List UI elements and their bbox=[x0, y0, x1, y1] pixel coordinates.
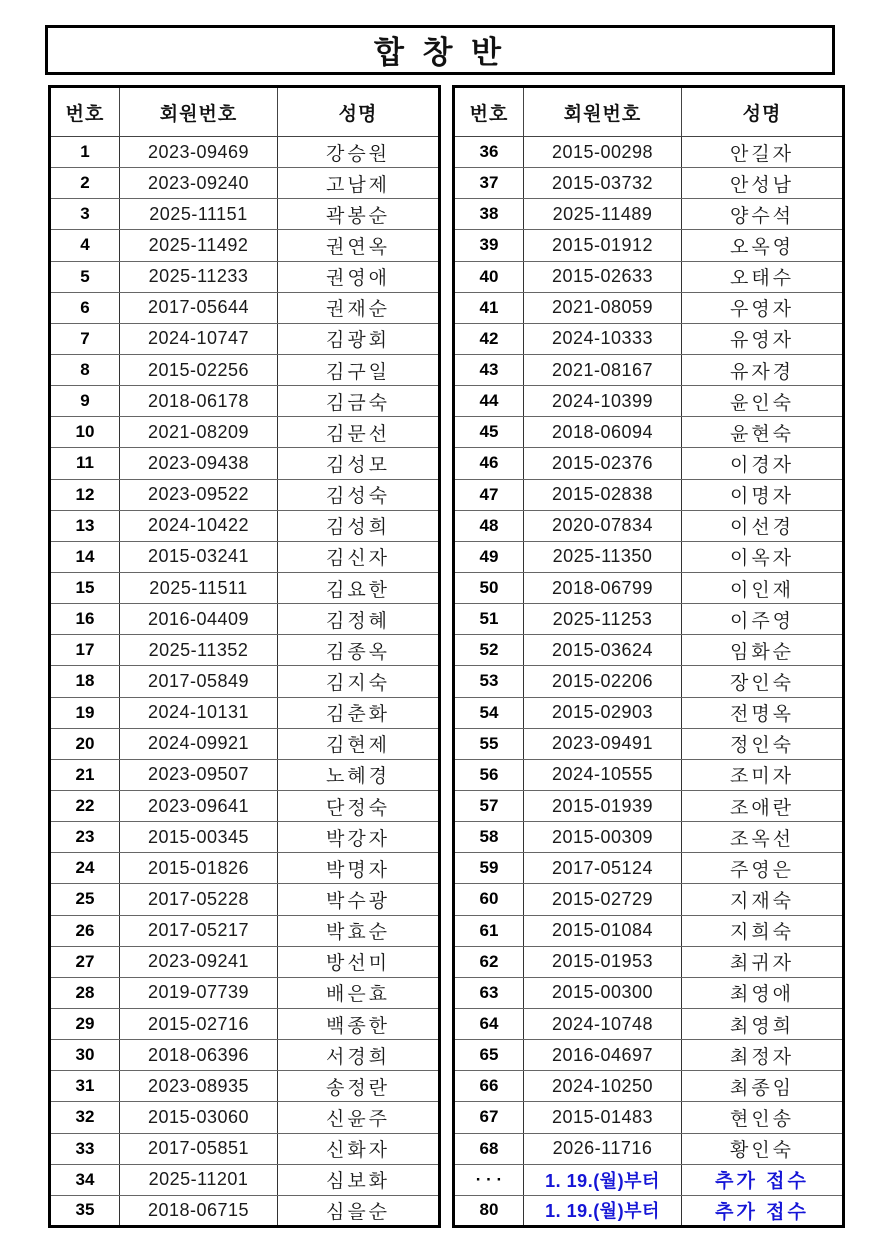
cell-member: 2015-02633 bbox=[524, 261, 682, 292]
cell-name: 김성희 bbox=[278, 510, 440, 541]
cell-name: 김현제 bbox=[278, 728, 440, 759]
cell-no: 9 bbox=[50, 386, 120, 417]
table-row bbox=[50, 1133, 440, 1164]
cell-member: 2024-10555 bbox=[524, 759, 682, 790]
cell-no: 36 bbox=[454, 137, 524, 168]
cell-name: 방선미 bbox=[278, 946, 440, 977]
table-row bbox=[454, 853, 844, 884]
roster-table-right bbox=[452, 85, 845, 1228]
cell-no: 60 bbox=[454, 884, 524, 915]
table-row bbox=[50, 292, 440, 323]
cell-no: 4 bbox=[50, 230, 120, 261]
cell-name: 곽봉순 bbox=[278, 199, 440, 230]
tables-container bbox=[48, 85, 845, 1228]
table-row bbox=[50, 915, 440, 946]
cell-member: 2023-09469 bbox=[120, 137, 278, 168]
cell-member: 2018-06715 bbox=[120, 1195, 278, 1226]
cell-no: 39 bbox=[454, 230, 524, 261]
table-row bbox=[454, 448, 844, 479]
table-row bbox=[50, 323, 440, 354]
cell-member: 2017-05124 bbox=[524, 853, 682, 884]
table-row bbox=[50, 977, 440, 1008]
cell-member: 2015-01084 bbox=[524, 915, 682, 946]
cell-no: 80 bbox=[454, 1195, 524, 1226]
cell-no: 65 bbox=[454, 1040, 524, 1071]
cell-name: 추가 접수 bbox=[682, 1195, 844, 1226]
cell-no: 51 bbox=[454, 604, 524, 635]
cell-name: 윤인숙 bbox=[682, 386, 844, 417]
cell-member: 2025-11151 bbox=[120, 199, 278, 230]
cell-no: 61 bbox=[454, 915, 524, 946]
table-row bbox=[454, 759, 844, 790]
table-row bbox=[454, 1040, 844, 1071]
cell-name: 조애란 bbox=[682, 790, 844, 821]
cell-member: 2018-06396 bbox=[120, 1040, 278, 1071]
cell-name: 김광회 bbox=[278, 323, 440, 354]
table-row bbox=[454, 728, 844, 759]
table-row bbox=[454, 1008, 844, 1039]
cell-name: 김금숙 bbox=[278, 386, 440, 417]
cell-name: 이경자 bbox=[682, 448, 844, 479]
cell-no: 8 bbox=[50, 354, 120, 385]
table-row bbox=[50, 604, 440, 635]
cell-name: 이주영 bbox=[682, 604, 844, 635]
table-row bbox=[50, 510, 440, 541]
cell-member: 2017-05644 bbox=[120, 292, 278, 323]
cell-name: 윤현숙 bbox=[682, 417, 844, 448]
cell-member: 2024-10747 bbox=[120, 323, 278, 354]
cell-member: 2015-01939 bbox=[524, 790, 682, 821]
cell-member: 2025-11253 bbox=[524, 604, 682, 635]
cell-no: 25 bbox=[50, 884, 120, 915]
cell-no: 52 bbox=[454, 635, 524, 666]
cell-member: 2019-07739 bbox=[120, 977, 278, 1008]
cell-member: 2025-11350 bbox=[524, 541, 682, 572]
table-body-right bbox=[454, 137, 844, 1227]
cell-no: 37 bbox=[454, 168, 524, 199]
cell-no: 67 bbox=[454, 1102, 524, 1133]
cell-member: 2015-02729 bbox=[524, 884, 682, 915]
cell-no: 28 bbox=[50, 977, 120, 1008]
cell-member: 2025-11511 bbox=[120, 572, 278, 603]
cell-name: 주영은 bbox=[682, 853, 844, 884]
cell-member: 2017-05217 bbox=[120, 915, 278, 946]
cell-no: 54 bbox=[454, 697, 524, 728]
table-row bbox=[50, 1102, 440, 1133]
cell-no: 15 bbox=[50, 572, 120, 603]
cell-no: 50 bbox=[454, 572, 524, 603]
table-row bbox=[454, 199, 844, 230]
cell-name: 단정숙 bbox=[278, 790, 440, 821]
header-name: 성명 bbox=[682, 87, 844, 137]
cell-name: 최정자 bbox=[682, 1040, 844, 1071]
cell-name: 임화순 bbox=[682, 635, 844, 666]
table-row bbox=[50, 168, 440, 199]
cell-name: 김정혜 bbox=[278, 604, 440, 635]
cell-no: 27 bbox=[50, 946, 120, 977]
cell-member: 2015-02206 bbox=[524, 666, 682, 697]
cell-name: 심을순 bbox=[278, 1195, 440, 1226]
cell-member: 2015-02376 bbox=[524, 448, 682, 479]
cell-member: 2015-01483 bbox=[524, 1102, 682, 1133]
header-member: 회원번호 bbox=[120, 87, 278, 137]
cell-member: 2015-01826 bbox=[120, 853, 278, 884]
cell-name: 김요한 bbox=[278, 572, 440, 603]
cell-member: 2024-10333 bbox=[524, 323, 682, 354]
cell-member: 2015-02838 bbox=[524, 479, 682, 510]
cell-member: 2026-11716 bbox=[524, 1133, 682, 1164]
cell-member: 2021-08209 bbox=[120, 417, 278, 448]
cell-member: 1. 19.(월)부터 bbox=[524, 1164, 682, 1195]
cell-no: 55 bbox=[454, 728, 524, 759]
cell-member: 2016-04697 bbox=[524, 1040, 682, 1071]
cell-member: 2023-09641 bbox=[120, 790, 278, 821]
cell-member: 2015-00345 bbox=[120, 822, 278, 853]
cell-name: 박수광 bbox=[278, 884, 440, 915]
cell-name: 추가 접수 bbox=[682, 1164, 844, 1195]
table-row bbox=[50, 1040, 440, 1071]
table-row bbox=[454, 417, 844, 448]
table-row bbox=[454, 822, 844, 853]
cell-no: 7 bbox=[50, 323, 120, 354]
cell-name: 권재순 bbox=[278, 292, 440, 323]
cell-name: 김성모 bbox=[278, 448, 440, 479]
cell-member: 2015-01912 bbox=[524, 230, 682, 261]
table-row bbox=[50, 230, 440, 261]
table-row bbox=[50, 1071, 440, 1102]
cell-no: 47 bbox=[454, 479, 524, 510]
cell-no: 56 bbox=[454, 759, 524, 790]
cell-no: 49 bbox=[454, 541, 524, 572]
cell-no: 64 bbox=[454, 1008, 524, 1039]
cell-no: 66 bbox=[454, 1071, 524, 1102]
title-box bbox=[45, 25, 835, 75]
table-row bbox=[454, 666, 844, 697]
table-row bbox=[454, 884, 844, 915]
cell-member: 2017-05228 bbox=[120, 884, 278, 915]
cell-member: 2023-09507 bbox=[120, 759, 278, 790]
cell-name: 지재숙 bbox=[682, 884, 844, 915]
cell-name: 김지숙 bbox=[278, 666, 440, 697]
table-row bbox=[454, 790, 844, 821]
cell-name: 이옥자 bbox=[682, 541, 844, 572]
cell-no: 62 bbox=[454, 946, 524, 977]
cell-name: 박효순 bbox=[278, 915, 440, 946]
cell-member: 2023-09522 bbox=[120, 479, 278, 510]
table-row bbox=[454, 510, 844, 541]
cell-no: 23 bbox=[50, 822, 120, 853]
table-row bbox=[50, 448, 440, 479]
cell-no: 22 bbox=[50, 790, 120, 821]
cell-no: 31 bbox=[50, 1071, 120, 1102]
cell-member: 2024-10422 bbox=[120, 510, 278, 541]
cell-no: 16 bbox=[50, 604, 120, 635]
cell-no: 6 bbox=[50, 292, 120, 323]
cell-name: 최영희 bbox=[682, 1008, 844, 1039]
cell-name: 황인숙 bbox=[682, 1133, 844, 1164]
cell-no: 38 bbox=[454, 199, 524, 230]
cell-member: 2015-03624 bbox=[524, 635, 682, 666]
cell-member: 2025-11492 bbox=[120, 230, 278, 261]
table-row bbox=[50, 1164, 440, 1195]
cell-name: 김성숙 bbox=[278, 479, 440, 510]
header-name: 성명 bbox=[278, 87, 440, 137]
cell-name: 강승원 bbox=[278, 137, 440, 168]
cell-name: 권영애 bbox=[278, 261, 440, 292]
cell-name: 서경희 bbox=[278, 1040, 440, 1071]
cell-name: 백종한 bbox=[278, 1008, 440, 1039]
cell-name: 김문선 bbox=[278, 417, 440, 448]
cell-member: 2015-02256 bbox=[120, 354, 278, 385]
table-row bbox=[454, 635, 844, 666]
table-row bbox=[454, 137, 844, 168]
table-row bbox=[50, 572, 440, 603]
cell-no: 63 bbox=[454, 977, 524, 1008]
cell-no: 12 bbox=[50, 479, 120, 510]
table-row bbox=[454, 541, 844, 572]
cell-name: 송정란 bbox=[278, 1071, 440, 1102]
cell-member: 2015-02903 bbox=[524, 697, 682, 728]
cell-name: 심보화 bbox=[278, 1164, 440, 1195]
table-row bbox=[454, 946, 844, 977]
cell-name: 김구일 bbox=[278, 354, 440, 385]
cell-member: 2024-10131 bbox=[120, 697, 278, 728]
table-row bbox=[50, 635, 440, 666]
table-row bbox=[50, 884, 440, 915]
cell-no: 17 bbox=[50, 635, 120, 666]
cell-member: 2016-04409 bbox=[120, 604, 278, 635]
table-row bbox=[50, 759, 440, 790]
cell-no: 13 bbox=[50, 510, 120, 541]
cell-no: 45 bbox=[454, 417, 524, 448]
cell-no: 40 bbox=[454, 261, 524, 292]
cell-member: 2015-03241 bbox=[120, 541, 278, 572]
table-row bbox=[454, 230, 844, 261]
table-header bbox=[454, 87, 844, 137]
table-row bbox=[454, 354, 844, 385]
cell-name: 이명자 bbox=[682, 479, 844, 510]
table-row bbox=[50, 790, 440, 821]
cell-member: 2015-00298 bbox=[524, 137, 682, 168]
cell-name: 우영자 bbox=[682, 292, 844, 323]
header-no: 번호 bbox=[454, 87, 524, 137]
cell-name: 권연옥 bbox=[278, 230, 440, 261]
cell-member: 2017-05851 bbox=[120, 1133, 278, 1164]
cell-no: 21 bbox=[50, 759, 120, 790]
table-row bbox=[50, 1008, 440, 1039]
cell-member: 2015-03732 bbox=[524, 168, 682, 199]
cell-member: 1. 19.(월)부터 bbox=[524, 1195, 682, 1226]
cell-member: 2017-05849 bbox=[120, 666, 278, 697]
cell-member: 2018-06799 bbox=[524, 572, 682, 603]
header-member: 회원번호 bbox=[524, 87, 682, 137]
cell-member: 2023-09240 bbox=[120, 168, 278, 199]
table-row bbox=[50, 697, 440, 728]
cell-name: 유자경 bbox=[682, 354, 844, 385]
table-body-left bbox=[50, 137, 440, 1227]
cell-member: 2015-02716 bbox=[120, 1008, 278, 1039]
table-row bbox=[454, 479, 844, 510]
cell-no: 24 bbox=[50, 853, 120, 884]
cell-name: 신윤주 bbox=[278, 1102, 440, 1133]
cell-member: 2025-11233 bbox=[120, 261, 278, 292]
table-row bbox=[50, 541, 440, 572]
cell-no: 5 bbox=[50, 261, 120, 292]
cell-name: 최귀자 bbox=[682, 946, 844, 977]
cell-member: 2015-00300 bbox=[524, 977, 682, 1008]
cell-name: 최종임 bbox=[682, 1071, 844, 1102]
cell-no: 35 bbox=[50, 1195, 120, 1226]
cell-member: 2015-00309 bbox=[524, 822, 682, 853]
table-row bbox=[50, 479, 440, 510]
table-row bbox=[454, 604, 844, 635]
table-row bbox=[50, 261, 440, 292]
cell-no: 57 bbox=[454, 790, 524, 821]
cell-no: 10 bbox=[50, 417, 120, 448]
cell-no: 48 bbox=[454, 510, 524, 541]
cell-no: 14 bbox=[50, 541, 120, 572]
cell-name: 박명자 bbox=[278, 853, 440, 884]
cell-member: 2015-03060 bbox=[120, 1102, 278, 1133]
table-row bbox=[454, 572, 844, 603]
cell-no: 53 bbox=[454, 666, 524, 697]
cell-no: 46 bbox=[454, 448, 524, 479]
cell-member: 2023-08935 bbox=[120, 1071, 278, 1102]
cell-name: 이선경 bbox=[682, 510, 844, 541]
table-row bbox=[454, 697, 844, 728]
table-row bbox=[454, 261, 844, 292]
table-row bbox=[454, 168, 844, 199]
cell-name: 장인숙 bbox=[682, 666, 844, 697]
table-row bbox=[454, 977, 844, 1008]
cell-no: 30 bbox=[50, 1040, 120, 1071]
table-row bbox=[50, 199, 440, 230]
cell-name: 지희숙 bbox=[682, 915, 844, 946]
cell-name: 이인재 bbox=[682, 572, 844, 603]
cell-member: 2024-10399 bbox=[524, 386, 682, 417]
cell-name: 오태수 bbox=[682, 261, 844, 292]
cell-no: 34 bbox=[50, 1164, 120, 1195]
cell-member: 2025-11201 bbox=[120, 1164, 278, 1195]
table-row bbox=[50, 822, 440, 853]
cell-name: 현인송 bbox=[682, 1102, 844, 1133]
cell-no: 3 bbox=[50, 199, 120, 230]
cell-name: 김신자 bbox=[278, 541, 440, 572]
cell-no: 43 bbox=[454, 354, 524, 385]
cell-no: 32 bbox=[50, 1102, 120, 1133]
cell-member: 2025-11489 bbox=[524, 199, 682, 230]
table-row bbox=[454, 323, 844, 354]
cell-member: 2024-09921 bbox=[120, 728, 278, 759]
cell-name: 유영자 bbox=[682, 323, 844, 354]
cell-name: 양수석 bbox=[682, 199, 844, 230]
cell-member: 2023-09491 bbox=[524, 728, 682, 759]
cell-member: 2024-10250 bbox=[524, 1071, 682, 1102]
cell-no: 68 bbox=[454, 1133, 524, 1164]
table-row bbox=[454, 1195, 844, 1226]
table-row bbox=[50, 946, 440, 977]
table-row bbox=[50, 386, 440, 417]
cell-name: 최영애 bbox=[682, 977, 844, 1008]
cell-no: 58 bbox=[454, 822, 524, 853]
cell-name: 박강자 bbox=[278, 822, 440, 853]
cell-no: 42 bbox=[454, 323, 524, 354]
header-no: 번호 bbox=[50, 87, 120, 137]
cell-member: 2018-06094 bbox=[524, 417, 682, 448]
cell-name: 노혜경 bbox=[278, 759, 440, 790]
cell-member: 2023-09438 bbox=[120, 448, 278, 479]
cell-name: 고남제 bbox=[278, 168, 440, 199]
cell-name: 조옥선 bbox=[682, 822, 844, 853]
table-row bbox=[50, 354, 440, 385]
cell-no: 2 bbox=[50, 168, 120, 199]
cell-name: 정인숙 bbox=[682, 728, 844, 759]
cell-name: 안성남 bbox=[682, 168, 844, 199]
cell-member: 2024-10748 bbox=[524, 1008, 682, 1039]
cell-name: 전명옥 bbox=[682, 697, 844, 728]
cell-no: 1 bbox=[50, 137, 120, 168]
cell-member: 2018-06178 bbox=[120, 386, 278, 417]
cell-name: 오옥영 bbox=[682, 230, 844, 261]
table-row bbox=[454, 1102, 844, 1133]
cell-no: 41 bbox=[454, 292, 524, 323]
cell-name: 조미자 bbox=[682, 759, 844, 790]
table-row bbox=[454, 1133, 844, 1164]
cell-no: 44 bbox=[454, 386, 524, 417]
cell-name: 신화자 bbox=[278, 1133, 440, 1164]
cell-no: 26 bbox=[50, 915, 120, 946]
table-row bbox=[454, 292, 844, 323]
cell-member: 2021-08167 bbox=[524, 354, 682, 385]
cell-no: 19 bbox=[50, 697, 120, 728]
cell-member: 2020-07834 bbox=[524, 510, 682, 541]
table-row bbox=[50, 728, 440, 759]
cell-name: 김춘화 bbox=[278, 697, 440, 728]
cell-member: 2023-09241 bbox=[120, 946, 278, 977]
cell-member: 2015-01953 bbox=[524, 946, 682, 977]
roster-table-left bbox=[48, 85, 441, 1228]
cell-no: 18 bbox=[50, 666, 120, 697]
table-row bbox=[454, 386, 844, 417]
cell-name: 안길자 bbox=[682, 137, 844, 168]
table-row bbox=[454, 1071, 844, 1102]
table-row bbox=[50, 137, 440, 168]
table-row bbox=[50, 417, 440, 448]
table-row bbox=[50, 1195, 440, 1226]
page-title: 합 창 반 bbox=[373, 34, 507, 70]
table-row bbox=[50, 666, 440, 697]
cell-name: 배은효 bbox=[278, 977, 440, 1008]
table-row bbox=[454, 1164, 844, 1195]
cell-no: 59 bbox=[454, 853, 524, 884]
cell-name: 김종옥 bbox=[278, 635, 440, 666]
table-row bbox=[454, 915, 844, 946]
cell-member: 2025-11352 bbox=[120, 635, 278, 666]
cell-no: 33 bbox=[50, 1133, 120, 1164]
cell-member: 2021-08059 bbox=[524, 292, 682, 323]
cell-no: 29 bbox=[50, 1008, 120, 1039]
cell-no: · · · bbox=[454, 1164, 524, 1195]
table-row bbox=[50, 853, 440, 884]
table-header bbox=[50, 87, 440, 137]
cell-no: 20 bbox=[50, 728, 120, 759]
cell-no: 11 bbox=[50, 448, 120, 479]
